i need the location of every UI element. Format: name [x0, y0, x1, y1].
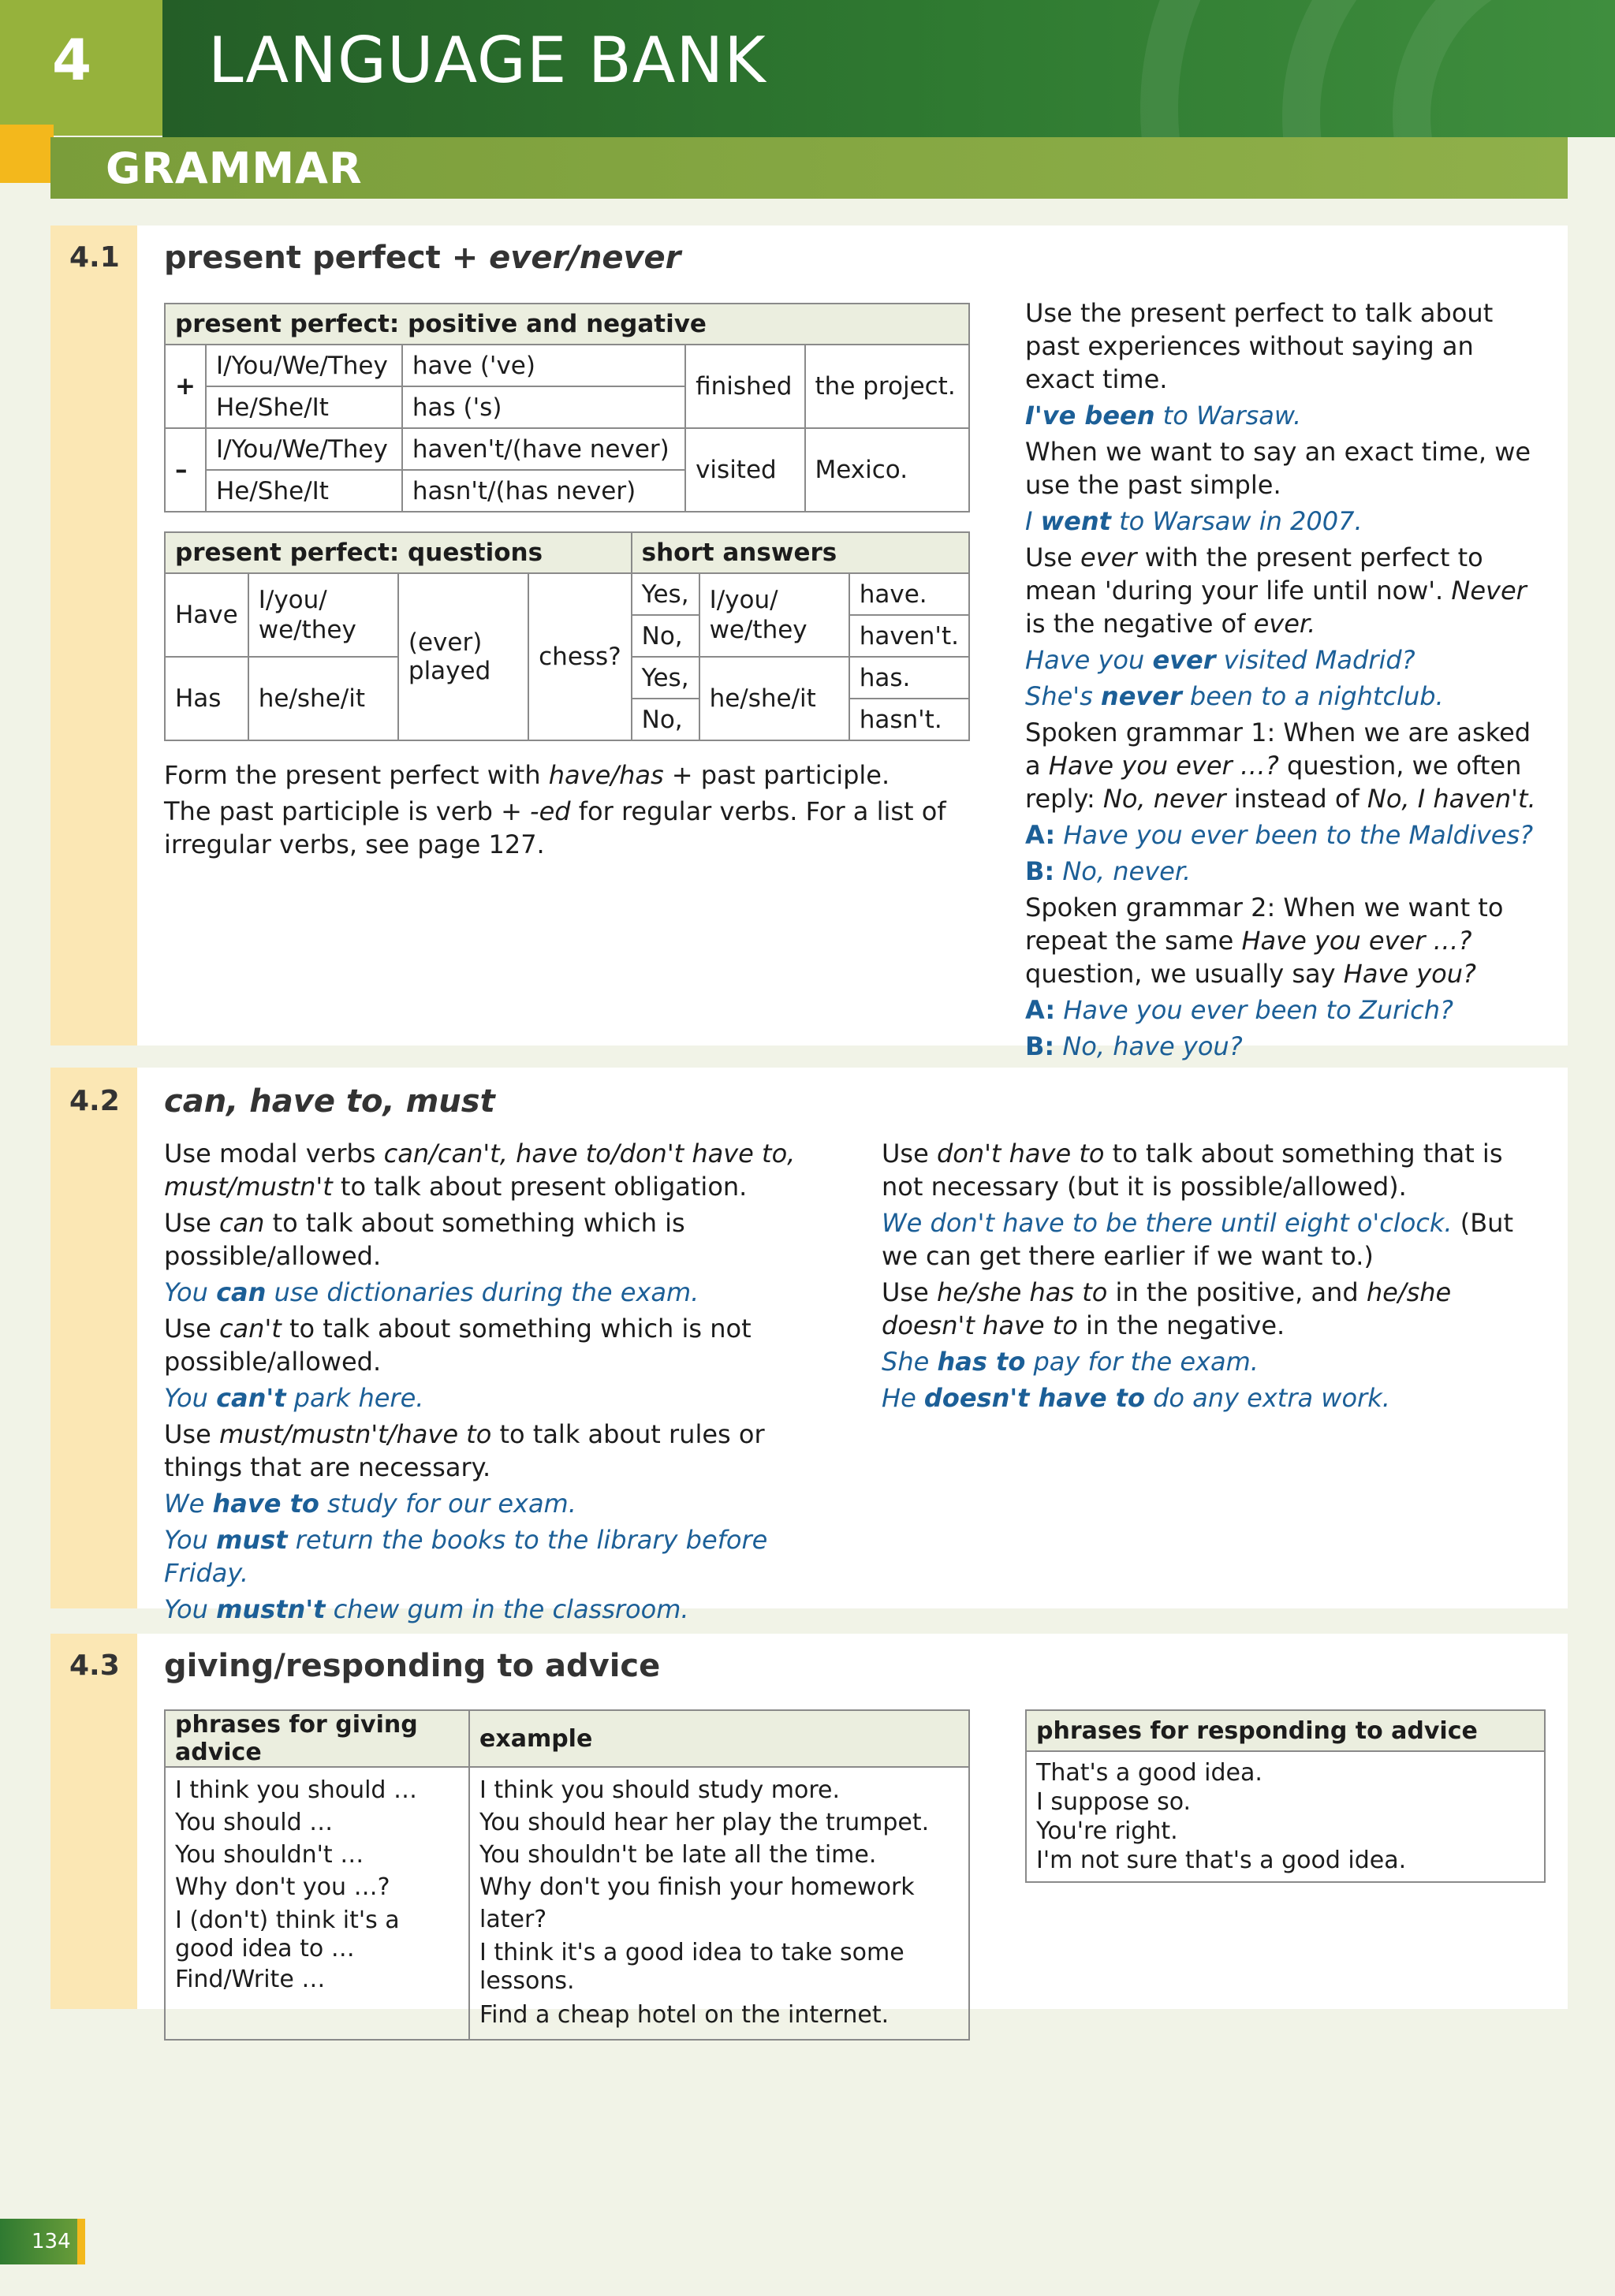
rule-text: Use can't to talk about something which is not possible/allowed.: [164, 1314, 752, 1377]
rule-text: Use he/she has to in the positive, and he/she doesn't have to in the negative.: [882, 1277, 1452, 1340]
phrase: That's a good idea.: [1036, 1759, 1263, 1787]
section-number: 4.2: [69, 1085, 120, 1117]
unit-number: 4: [52, 27, 92, 93]
phrase: I suppose so.: [1036, 1788, 1192, 1816]
phrase: I (don't) think it's a good idea to …: [175, 1906, 400, 1962]
modal-notes-left: [164, 1137, 811, 1629]
table-header: example: [469, 1710, 969, 1767]
table-cell: finished: [685, 345, 804, 428]
section-4-2: [50, 1068, 1568, 1624]
responding-column: [1026, 1751, 1545, 1882]
table-cell: hasn't/(has never): [402, 470, 685, 512]
table-cell: Mexico.: [805, 428, 969, 512]
phrase: You're right.: [1036, 1817, 1178, 1845]
table-cell: Has: [165, 657, 248, 740]
dialogue-line: B: No, have you?: [1025, 1031, 1243, 1061]
example: I've been to Warsaw.: [1025, 401, 1302, 430]
minus-sign: –: [165, 428, 206, 512]
example: You mustn't chew gum in the classroom.: [164, 1594, 689, 1624]
section-number: 4.3: [69, 1649, 120, 1682]
table-cell: I/you/ we/they: [699, 573, 849, 657]
phrase: You shouldn't …: [175, 1841, 364, 1869]
table-header: phrases for giving advice: [165, 1710, 469, 1767]
rule-text: Use can to talk about something which is possible/allowed.: [164, 1208, 685, 1271]
example: You should hear her play the trumpet.: [479, 1809, 930, 1836]
dialogue-line: B: No, never.: [1025, 856, 1192, 886]
table-header: phrases for responding to advice: [1026, 1710, 1545, 1751]
example: You can use dictionaries during the exam.: [164, 1277, 699, 1307]
example: Have you ever visited Madrid?: [1025, 645, 1415, 675]
table-cell: I/You/We/They: [206, 428, 402, 470]
rule-text: Use don't have to to talk about something that is not necessary (but it is possible/allowed).: [882, 1139, 1503, 1202]
phrase: I think you should …: [175, 1776, 418, 1804]
example: I think it's a good idea to take some lessons.: [479, 1939, 904, 1995]
example: I think you should study more.: [479, 1776, 840, 1804]
section-4-1: [50, 226, 1568, 1061]
section-side-strip: [50, 226, 137, 1046]
usage-notes: [1025, 296, 1538, 1066]
table-cell: I/you/ we/they: [248, 573, 398, 657]
table-cell: he/she/it: [699, 657, 849, 740]
section-title: can, have to, must: [164, 1083, 495, 1120]
header-accent: [0, 125, 54, 183]
example: You can't park here.: [164, 1383, 424, 1413]
unit-number-box: [0, 0, 162, 136]
table-cell: No,: [632, 699, 699, 740]
table-cell: have.: [849, 573, 969, 615]
table-header: short answers: [632, 532, 969, 573]
example: She's never been to a nightclub.: [1025, 681, 1444, 711]
example: Why don't you finish your homework later?: [479, 1873, 915, 1933]
page-number-tab: [0, 2219, 85, 2264]
table-cell: Have: [165, 573, 248, 657]
table-cell: has.: [849, 657, 969, 699]
section-bar: [50, 137, 1568, 199]
responding-advice-table: [1025, 1709, 1546, 1883]
page-number: 134: [32, 2230, 71, 2253]
section-title: present perfect + ever/never: [164, 240, 681, 276]
phrase: I'm not sure that's a good idea.: [1036, 1847, 1407, 1874]
form-note: Form the present perfect with have/has + past participle.: [164, 760, 890, 790]
phrase: You should …: [175, 1809, 334, 1836]
section-label: GRAMMAR: [106, 144, 363, 193]
example: Find a cheap hotel on the internet.: [479, 2001, 890, 2029]
phrase-column: [165, 1767, 469, 2040]
table-cell: He/She/It: [206, 470, 402, 512]
positive-negative-table: [164, 303, 970, 512]
table-header: present perfect: questions: [165, 532, 632, 573]
questions-table: [164, 531, 970, 741]
section-side-strip: [50, 1634, 137, 2009]
table-cell: hasn't.: [849, 699, 969, 740]
rule-text: Spoken grammar 1: When we are asked a Have you ever …? question, we often reply: No, never instead of No, I haven't.: [1025, 718, 1536, 814]
page-number-accent: [77, 2219, 85, 2264]
dialogue-line: A: Have you ever been to the Maldives?: [1025, 820, 1534, 850]
modal-notes-right: [882, 1137, 1536, 1418]
table-cell: I/You/We/They: [206, 345, 402, 386]
section-4-3: [50, 1634, 1568, 2029]
form-notes: [164, 758, 976, 864]
table-cell: Yes,: [632, 657, 699, 699]
example-column: [469, 1767, 969, 2040]
rule-text: When we want to say an exact time, we use the past simple.: [1025, 437, 1531, 500]
example: He doesn't have to do any extra work.: [882, 1383, 1390, 1413]
example: You shouldn't be late all the time.: [479, 1841, 877, 1869]
section-number: 4.1: [69, 241, 120, 274]
table-cell: the project.: [805, 345, 969, 428]
table-cell: haven't.: [849, 615, 969, 657]
rule-text: Use ever with the present perfect to mean 'during your life until now'. Never is the negative of ever.: [1025, 542, 1527, 639]
example: You must return the books to the library before Friday.: [164, 1525, 768, 1588]
example: We have to study for our exam.: [164, 1489, 576, 1519]
table-cell: He/She/It: [206, 386, 402, 428]
table-header: present perfect: positive and negative: [165, 304, 969, 345]
table-cell: No,: [632, 615, 699, 657]
example-with-note: We don't have to be there until eight o'clock. (But we can get there earlier if we want to.): [882, 1208, 1513, 1271]
rule-text: Use the present perfect to talk about past experiences without saying an exact time.: [1025, 298, 1494, 394]
table-cell: Yes,: [632, 573, 699, 615]
dialogue-line: A: Have you ever been to Zurich?: [1025, 995, 1453, 1025]
rule-text: Use modal verbs can/can't, have to/don't have to, must/mustn't to talk about present obligation.: [164, 1139, 796, 1202]
table-cell: haven't/(have never): [402, 428, 685, 470]
section-title: giving/responding to advice: [164, 1648, 661, 1684]
example: She has to pay for the exam.: [882, 1347, 1259, 1377]
page-title: LANGUAGE BANK: [208, 24, 766, 97]
example: I went to Warsaw in 2007.: [1025, 506, 1363, 536]
rule-text: Spoken grammar 2: When we want to repeat the same Have you ever …? question, we usually say Have you?: [1025, 893, 1504, 989]
plus-sign: +: [165, 345, 206, 428]
giving-advice-table: [164, 1709, 970, 2041]
table-cell: he/she/it: [248, 657, 398, 740]
phrase: Why don't you …?: [175, 1873, 390, 1901]
table-cell: chess?: [528, 573, 632, 740]
table-cell: have ('ve): [402, 345, 685, 386]
phrase: Find/Write …: [175, 1966, 326, 1993]
table-cell: (ever) played: [398, 573, 528, 740]
form-note: The past participle is verb + -ed for regular verbs. For a list of irregular verbs, see page 127.: [164, 796, 946, 859]
table-cell: has ('s): [402, 386, 685, 428]
rule-text: Use must/mustn't/have to to talk about rules or things that are necessary.: [164, 1419, 765, 1482]
section-side-strip: [50, 1068, 137, 1608]
table-cell: visited: [685, 428, 804, 512]
